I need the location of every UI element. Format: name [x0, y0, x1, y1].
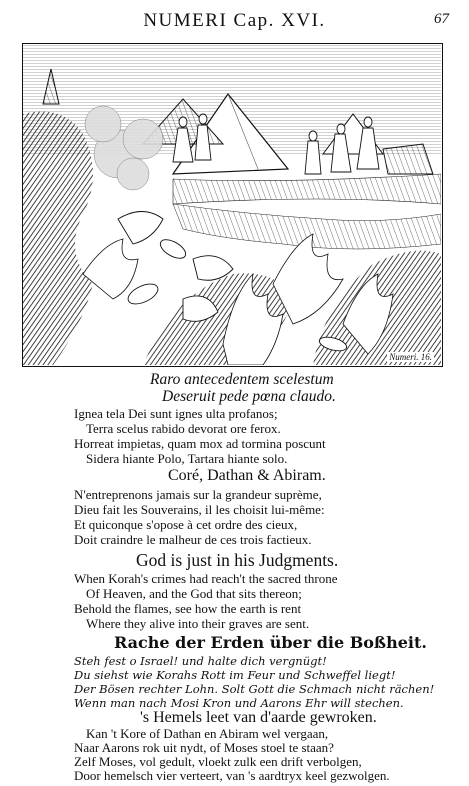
dutch-verse-line-2: Naar Aarons rok uit nydt, of Moses stoel te staan? — [74, 740, 334, 755]
german-verse-line-4: Wenn man nach Mosi Kron und Aarons Ehr will stechen. — [74, 696, 404, 710]
german-verse-line-1: Steh fest o Israel! und halte dich vergnügt! — [74, 654, 327, 668]
english-verse-line-1: When Korah's crimes had reach't the sacred throne — [74, 571, 338, 586]
german-verse-line-2: Du siehst wie Korahs Rott im Feur und Schweffel liegt! — [74, 668, 396, 682]
french-verse-line-1: N'entreprenons jamais sur la grandeur suprème, — [74, 487, 322, 502]
french-verse-line-4: Doit craindre le malheur de ces trois factieux. — [74, 532, 312, 547]
engraving-illustration — [23, 44, 441, 365]
latin-verse-line-1: Ignea tela Dei sunt ignes ulta profanos; — [74, 406, 278, 421]
french-verse-line-2: Dieu fait les Souverains, il les choisit lui-même: — [74, 502, 325, 517]
english-verse-line-3: Behold the flames, see how the earth is rent — [74, 601, 302, 616]
latin-verse-line-4: Sidera hiante Polo, Tartara hiante solo. — [86, 451, 288, 466]
german-heading: Rache der Erden über die Boßheit. — [114, 633, 427, 652]
latin-verse-line-2: Terra scelus rabido devorat ore ferox. — [86, 421, 281, 436]
english-verse-line-4: Where they alive into their graves are sent. — [86, 616, 310, 631]
dutch-verse-line-1: Kan 't Kore of Dathan en Abiram wel vergaan, — [86, 726, 329, 741]
latin-motto-line-1: Raro antecedentem scelestum — [150, 371, 334, 388]
french-verse-line-3: Et quiconque s'opose à cet ordre des cieux, — [74, 517, 298, 532]
latin-motto-line-2: Deseruit pede pœna claudo. — [162, 388, 336, 405]
german-verse-line-3: Der Bösen rechter Lohn. Solt Gott die Schmach nicht rächen! — [74, 682, 435, 696]
french-heading: Coré, Dathan & Abiram. — [168, 467, 326, 484]
english-heading: God is just in his Judgments. — [136, 550, 339, 570]
page-header-title: NUMERI Cap. XVI. — [143, 10, 326, 31]
latin-verse-line-3: Horreat impietas, quam mox ad tormina poscunt — [74, 436, 326, 451]
page-number: 67 — [434, 11, 449, 27]
english-verse-line-2: Of Heaven, and the God that sits thereon; — [86, 586, 302, 601]
engraving-plate — [22, 43, 443, 367]
dutch-verse-line-3: Zelf Moses, vol gedult, vloekt zulk een drift verbolgen, — [74, 754, 362, 769]
dutch-heading: 's Hemels leet van d'aarde gewroken. — [140, 709, 377, 726]
dutch-verse-line-4: Door hemelsch vier verteert, van 's aardtryx keel gezwolgen. — [74, 768, 390, 783]
plate-caption: Numeri. 16. — [389, 352, 432, 362]
